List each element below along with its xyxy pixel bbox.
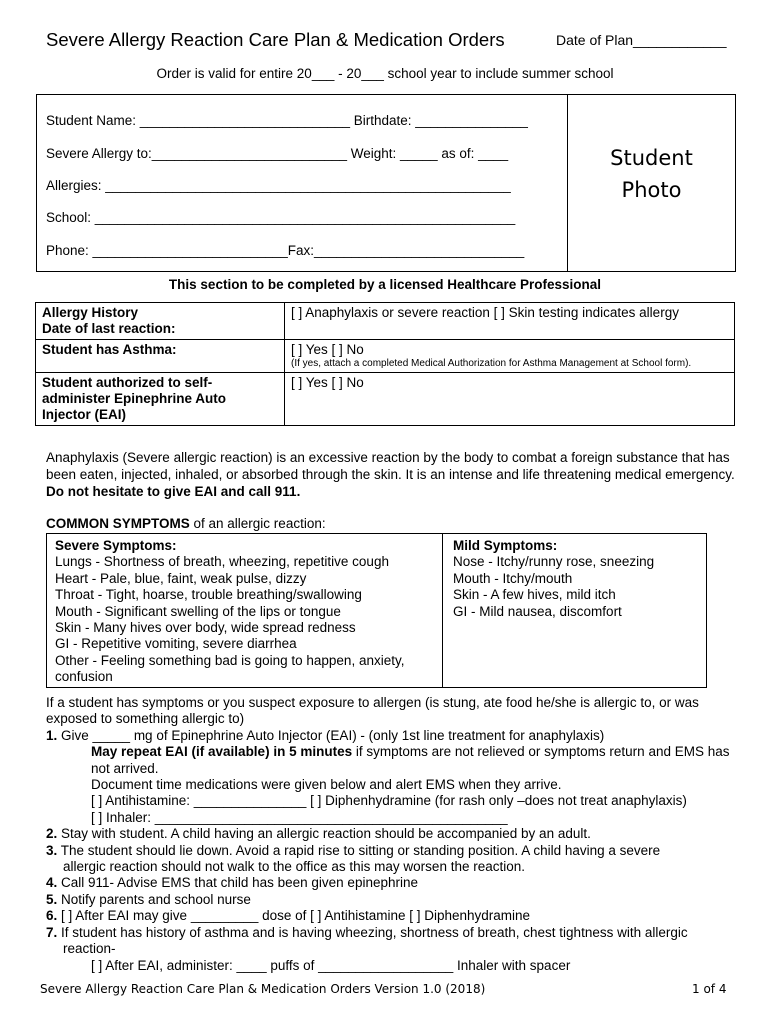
list-item: GI - Repetitive vomiting, severe diarrhea bbox=[55, 636, 297, 652]
severe-symptoms-box bbox=[46, 533, 443, 688]
step-6 bbox=[46, 908, 746, 924]
list-item: Skin - A few hives, mild itch bbox=[453, 587, 616, 603]
step-4-text: Call 911- Advise EMS that child has been given epinephrine bbox=[57, 875, 418, 891]
symptoms-heading bbox=[46, 516, 326, 531]
symptoms-heading-bold: COMMON SYMPTOMS bbox=[46, 516, 190, 531]
table-row bbox=[36, 373, 735, 426]
photo-label-line-2: Photo bbox=[621, 178, 682, 202]
step-number: 5. bbox=[46, 891, 58, 907]
step-7-inhaler[interactable]: [ ] After EAI, administer: ____ puffs of __________________ Inhaler with spacer bbox=[91, 957, 571, 973]
phone-fax-line[interactable]: Phone: __________________________Fax:____________________________ bbox=[46, 243, 525, 258]
self-administer-label: Student authorized to self-administer Epinephrine Auto Injector (EAI) bbox=[36, 373, 285, 426]
asthma-label: Student has Asthma: bbox=[36, 340, 285, 373]
page-title: Severe Allergy Reaction Care Plan & Medication Orders bbox=[46, 29, 505, 50]
student-name-birthdate-line[interactable]: Student Name: ____________________________ Birthdate: _______________ bbox=[46, 113, 528, 128]
allergy-history-table bbox=[35, 302, 735, 426]
step-number: 2. bbox=[46, 826, 58, 842]
step-number: 6. bbox=[46, 908, 58, 924]
step-1-repeat-text: if symptoms are not relieved or symptoms return and EMS has not arrived. bbox=[91, 744, 730, 776]
list-item: Lungs - Shortness of breath, wheezing, repetitive cough bbox=[55, 554, 389, 570]
asthma-options-cell bbox=[285, 340, 735, 373]
symptoms-heading-rest: of an allergic reaction: bbox=[189, 516, 326, 531]
step-3 bbox=[46, 843, 746, 859]
step-number: 3. bbox=[46, 842, 58, 858]
step-3-text: The student should lie down. Avoid a rapid rise to sitting or standing position. A child having a severe bbox=[57, 842, 661, 858]
anaphylaxis-paragraph bbox=[46, 449, 736, 500]
step-1-inhaler[interactable]: [ ] Inhaler: _______________________________________________ bbox=[91, 809, 508, 825]
step-7-continued: reaction- bbox=[63, 941, 116, 957]
severe-symptoms-title: Severe Symptoms: bbox=[55, 538, 177, 553]
table-row bbox=[36, 303, 735, 340]
list-item: Mouth - Significant swelling of the lips or tongue bbox=[55, 603, 341, 619]
step-1 bbox=[46, 728, 746, 744]
step-1-antihistamine[interactable]: [ ] Antihistamine: _______________ [ ] Diphenhydramine (for rash only –does not treat anaphylaxis) bbox=[91, 793, 687, 809]
anaphylaxis-warning: Do not hesitate to give EAI and call 911. bbox=[46, 484, 301, 499]
list-item: GI - Mild nausea, discomfort bbox=[453, 603, 622, 619]
step-2-text: Stay with student. A child having an allergic reaction should be accompanied by an adult. bbox=[57, 826, 591, 842]
page-number: 1 of 4 bbox=[692, 982, 727, 996]
self-administer-options[interactable]: [ ] Yes [ ] No bbox=[285, 373, 735, 426]
list-item: Mouth - Itchy/mouth bbox=[453, 570, 573, 586]
step-3-continued: allergic reaction should not walk to the office as this may worsen the reaction. bbox=[63, 859, 525, 875]
date-last-reaction-label: Date of last reaction: bbox=[42, 321, 176, 336]
list-item: Nose - Itchy/runny rose, sneezing bbox=[453, 554, 655, 570]
healthcare-section-title: This section to be completed by a licensed Healthcare Professional bbox=[168, 277, 602, 292]
allergy-history-label-cell bbox=[36, 303, 285, 340]
student-photo-label bbox=[567, 142, 736, 206]
photo-label-line-1: Student bbox=[610, 146, 693, 170]
emergency-instructions bbox=[46, 695, 746, 974]
asthma-note: (If yes, attach a completed Medical Authorization for Asthma Management at School form). bbox=[291, 358, 692, 369]
step-1-repeat-bold: May repeat EAI (if available) in 5 minutes bbox=[91, 744, 353, 760]
step-1-text[interactable]: Give _____ mg of Epinephrine Auto Injector (EAI) - (only 1st line treatment for anaphylaxis) bbox=[57, 727, 605, 743]
mild-symptoms-box bbox=[443, 533, 707, 688]
step-6-text[interactable]: [ ] After EAI may give _________ dose of [ ] Antihistamine [ ] Diphenhydramine bbox=[57, 908, 531, 924]
step-number: 4. bbox=[46, 875, 58, 891]
mild-symptoms-title: Mild Symptoms: bbox=[453, 538, 558, 553]
step-1-document: Document time medications were given below and alert EMS when they arrive. bbox=[91, 777, 562, 793]
list-item: Other - Feeling something bad is going to happen, anxiety, confusion bbox=[55, 652, 405, 685]
severe-allergy-weight-line[interactable]: Severe Allergy to:__________________________ Weight: _____ as of: ____ bbox=[46, 146, 509, 161]
step-7 bbox=[46, 925, 746, 941]
allergy-history-options[interactable]: [ ] Anaphylaxis or severe reaction [ ] Skin testing indicates allergy bbox=[285, 303, 735, 340]
step-number: 1. bbox=[46, 727, 58, 743]
step-7-text: If student has history of asthma and is having wheezing, shortness of breath, chest tightness with allergic bbox=[57, 924, 688, 940]
step-4 bbox=[46, 875, 746, 891]
step-5-text: Notify parents and school nurse bbox=[57, 891, 251, 907]
date-of-plan-field[interactable]: Date of Plan____________ bbox=[556, 32, 727, 48]
step-2 bbox=[46, 826, 746, 842]
table-row bbox=[36, 340, 735, 373]
list-item: Throat - Tight, hoarse, trouble breathing/swallowing bbox=[55, 587, 362, 603]
instructions-intro: If a student has symptoms or you suspect exposure to allergen (is stung, ate food he/she is allergic to, or was exposed to something allergic to) bbox=[46, 695, 699, 727]
school-line[interactable]: School: ________________________________________________________ bbox=[46, 210, 516, 225]
order-validity-line: Order is valid for entire 20___ - 20___ school year to include summer school bbox=[156, 66, 614, 81]
list-item: Skin - Many hives over body, wide spread redness bbox=[55, 620, 356, 636]
step-number: 7. bbox=[46, 924, 58, 940]
allergy-history-label: Allergy History bbox=[42, 305, 139, 320]
anaphylaxis-text: Anaphylaxis (Severe allergic reaction) is an excessive reaction by the body to combat a foreign substance that has been eaten, injected, inhaled, or absorbed through the skin. It is an intense and life threatening medical emergency. bbox=[46, 450, 735, 482]
step-5 bbox=[46, 892, 746, 908]
footer-version: Severe Allergy Reaction Care Plan & Medication Orders Version 1.0 (2018) bbox=[40, 982, 486, 996]
list-item: Heart - Pale, blue, faint, weak pulse, dizzy bbox=[55, 570, 307, 586]
allergies-line[interactable]: Allergies: ______________________________________________________ bbox=[46, 178, 511, 193]
asthma-options[interactable]: [ ] Yes [ ] No bbox=[291, 342, 364, 357]
step-1-repeat bbox=[46, 744, 746, 777]
